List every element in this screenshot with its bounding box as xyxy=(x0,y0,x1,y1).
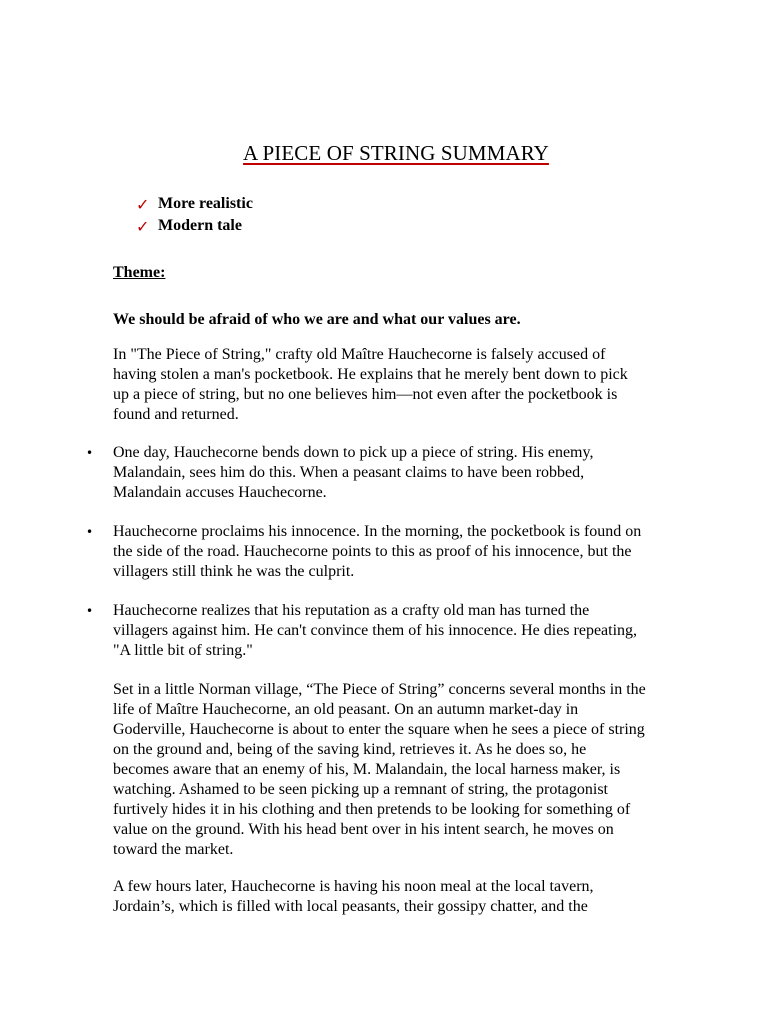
text-line: on the ground and, being of the saving kind, retrieves it. As he does so, he xyxy=(113,741,587,758)
checklist-item-label: More realistic xyxy=(158,195,253,212)
text-line: Malandain accuses Hauchecorne. xyxy=(113,484,327,501)
bullet-text xyxy=(113,443,685,503)
bullet-marker: • xyxy=(86,446,94,460)
bullet-item xyxy=(86,601,686,661)
text-line: having stolen a man's pocketbook. He explains that he merely bent down to pick xyxy=(113,366,628,383)
text-line: up a piece of string, but no one believes him—not even after the pocketbook is xyxy=(113,386,618,403)
text-line: value on the ground. With his head bent over in his intent search, he moves on xyxy=(113,821,614,838)
intro-paragraph xyxy=(113,345,685,425)
bullet-marker: • xyxy=(86,525,94,539)
text-line: Hauchecorne realizes that his reputation as a crafty old man has turned the xyxy=(113,602,590,619)
text-line: life of Maître Hauchecorne, an old peasant. On an autumn market-day in xyxy=(113,701,579,718)
theme-statement: We should be afraid of who we are and what our values are. xyxy=(113,311,521,328)
text-line: Set in a little Norman village, “The Piece of String” concerns several months in the xyxy=(113,681,646,698)
text-line: found and returned. xyxy=(113,406,239,423)
text-line: Hauchecorne proclaims his innocence. In the morning, the pocketbook is found on xyxy=(113,523,642,540)
text-line: watching. Ashamed to be seen picking up a remnant of string, the protagonist xyxy=(113,781,608,798)
checklist xyxy=(136,193,253,237)
checklist-item xyxy=(136,193,253,215)
text-line: A few hours later, Hauchecorne is having his noon meal at the local tavern, xyxy=(113,878,594,895)
text-line: villagers still think he was the culprit. xyxy=(113,563,355,580)
checklist-item-label: Modern tale xyxy=(158,217,242,234)
text-line: One day, Hauchecorne bends down to pick up a piece of string. His enemy, xyxy=(113,444,594,461)
text-line: Malandain, sees him do this. When a peasant claims to have been robbed, xyxy=(113,464,585,481)
text-line: Jordain’s, which is filled with local peasants, their gossipy chatter, and the xyxy=(113,898,588,915)
bullet-item xyxy=(86,522,686,582)
text-line: toward the market. xyxy=(113,841,234,858)
bullet-text xyxy=(113,522,685,582)
text-line: furtively hides it in his clothing and then pretends to be looking for something of xyxy=(113,801,631,818)
checklist-item xyxy=(136,215,253,237)
closing-paragraph xyxy=(113,877,685,917)
checkmark-icon: ✓ xyxy=(136,194,150,214)
summary-paragraph xyxy=(113,680,685,860)
bullet-text xyxy=(113,601,685,661)
document-title: A PIECE OF STRING SUMMARY xyxy=(243,141,549,165)
text-line: In "The Piece of String," crafty old Maître Hauchecorne is falsely accused of xyxy=(113,346,606,363)
checkmark-icon: ✓ xyxy=(136,216,150,236)
text-line: Goderville, Hauchecorne is about to enter the square when he sees a piece of string xyxy=(113,721,645,738)
bullet-item xyxy=(86,443,686,503)
text-line: becomes aware that an enemy of his, M. Malandain, the local harness maker, is xyxy=(113,761,621,778)
bullet-marker: • xyxy=(86,604,94,618)
text-line: "A little bit of string." xyxy=(113,642,253,659)
text-line: the side of the road. Hauchecorne points to this as proof of his innocence, but the xyxy=(113,543,632,560)
theme-heading: Theme: xyxy=(113,264,166,281)
text-line: villagers against him. He can't convince them of his innocence. He dies repeating, xyxy=(113,622,638,639)
